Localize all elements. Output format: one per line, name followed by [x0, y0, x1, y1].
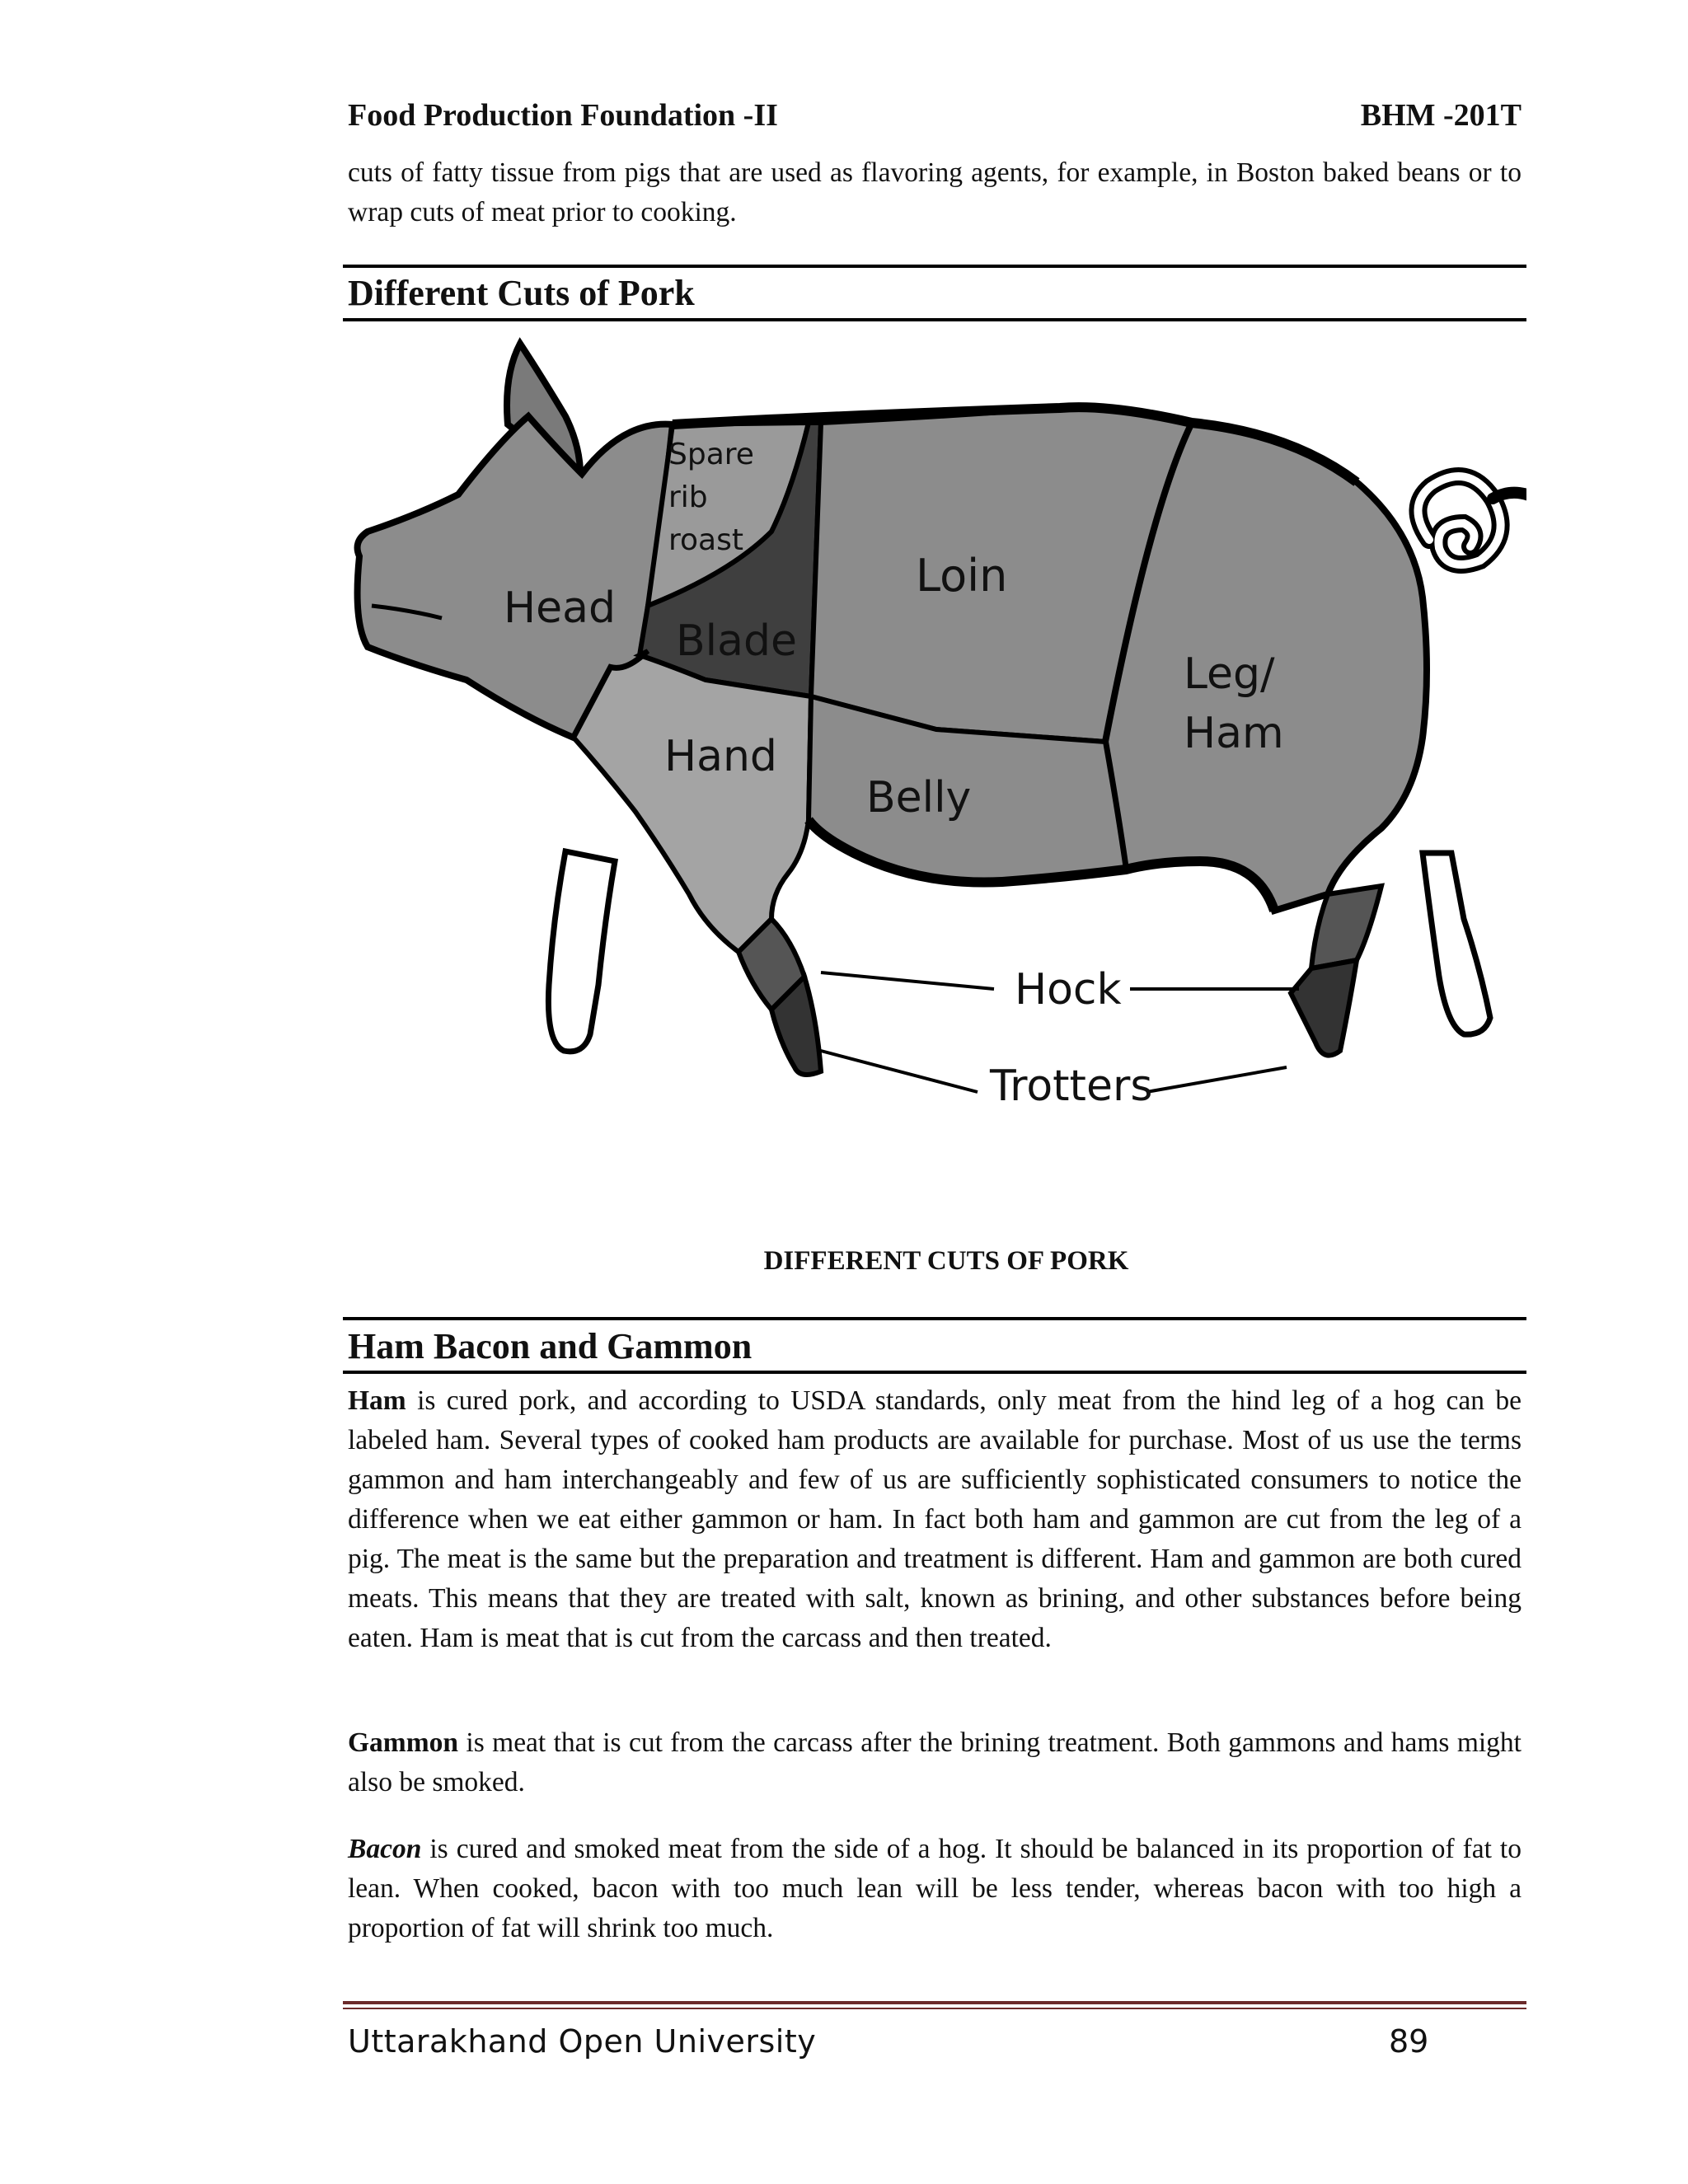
front-far-leg [548, 851, 615, 1052]
label-blade: Blade [676, 616, 797, 666]
figure-caption: DIFFERENT CUTS OF PORK [763, 1246, 1129, 1276]
back-far-leg [1423, 853, 1490, 1034]
section-rule-bottom [343, 318, 1526, 321]
label-belly: Belly [866, 773, 972, 823]
label-spare-3: roast [668, 523, 743, 557]
ham-term: Ham [348, 1385, 406, 1416]
footer-page-number: 89 [1389, 2023, 1429, 2060]
section-title-ham: Ham Bacon and Gammon [348, 1326, 753, 1366]
footer-rule-thin [343, 2008, 1526, 2009]
label-spare-2: rib [668, 480, 708, 514]
ham-paragraph [348, 1381, 1522, 1658]
section-rule-top-ham [343, 1317, 1526, 1320]
label-leg-1: Leg/ [1184, 649, 1275, 699]
gammon-term: Gammon [348, 1727, 458, 1758]
hock-pointer-left [821, 972, 994, 989]
label-head: Head [504, 583, 616, 633]
bacon-term: Bacon [348, 1834, 422, 1864]
trotters-pointer-left [821, 1051, 978, 1092]
gammon-paragraph [348, 1723, 1522, 1802]
footer-university: Uttarakhand Open University [348, 2023, 817, 2060]
label-spare-1: Spare [668, 438, 754, 471]
pork-cuts-diagram [343, 326, 1526, 1183]
label-leg-2: Ham [1184, 709, 1284, 758]
label-trotters: Trotters [990, 1062, 1153, 1111]
bacon-text: is cured and smoked meat from the side of a hog. It should be balanced in its proportion of fat to lean. When cooked, bacon with too much lean will be less tender, whereas bacon with too high a proportion of fat will shrink too much. [348, 1834, 1522, 1943]
footer-rule-thick [343, 2001, 1526, 2004]
label-loin: Loin [916, 550, 1008, 602]
header-course-title: Food Production Foundation -II [348, 98, 778, 133]
gammon-text: is meat that is cut from the carcass after the brining treatment. Both gammons and hams might also be smoked. [348, 1727, 1522, 1797]
bacon-paragraph [348, 1830, 1522, 1948]
section-rule-top [343, 265, 1526, 268]
section-rule-bottom-ham [343, 1371, 1526, 1374]
ham-text: is cured pork, and according to USDA standards, only meat from the hind leg of a hog can be labeled ham. Several types of cooked ham products are available for purchase. Most of us use the terms gammon and ham interchangeably and few of us are sufficiently sophisticated consumers to notice the difference when we eat either gammon or ham. In fact both ham and gammon are cut from the leg of a pig. The meat is the same but the preparation and treatment is different. Ham and gammon are both cured meats. This means that they are treated with salt, known as brining, and other substances before being eaten. Ham is meat that is cut from the carcass and then treated. [348, 1385, 1522, 1653]
cut-trotter-back [1291, 960, 1357, 1056]
label-hand: Hand [664, 732, 777, 781]
label-hock: Hock [1015, 965, 1122, 1015]
section-title-cuts: Different Cuts of Pork [348, 273, 695, 313]
intro-paragraph: cuts of fatty tissue from pigs that are used as flavoring agents, for example, in Boston baked beans or to wrap cuts of meat prior to cooking. [348, 157, 1522, 227]
header-course-code: BHM -201T [1360, 98, 1522, 133]
trotters-pointer-right [1146, 1067, 1287, 1092]
